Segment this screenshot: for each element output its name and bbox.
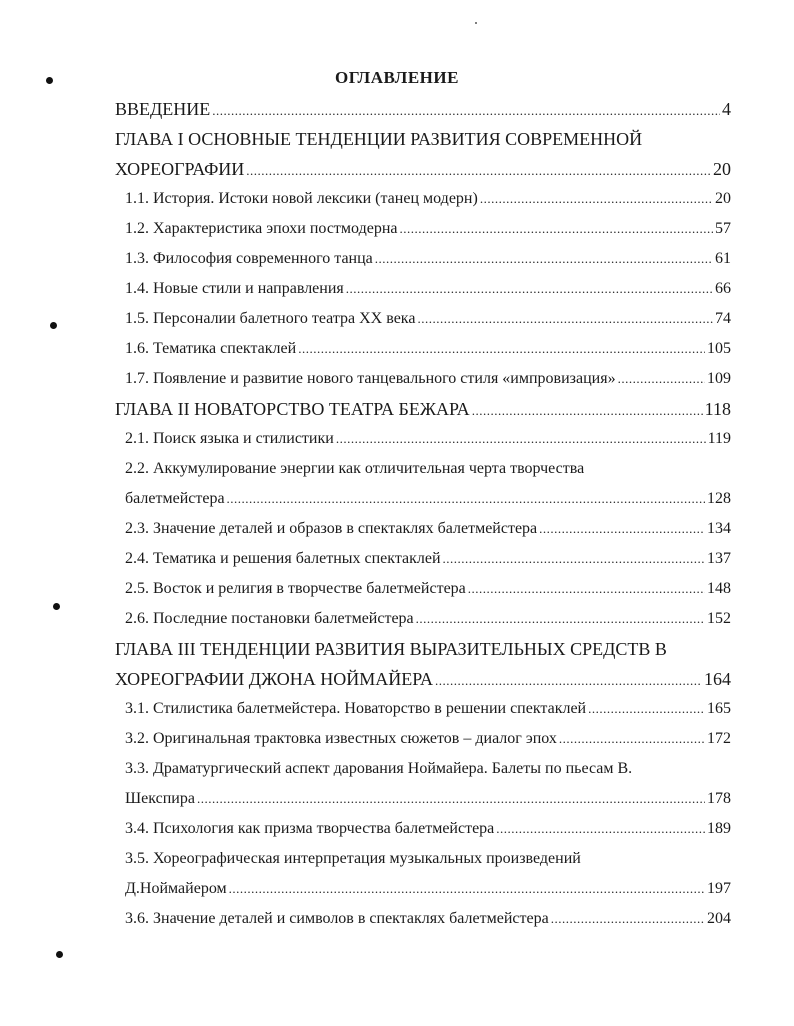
dot-leader	[551, 904, 705, 934]
dot-leader	[346, 274, 713, 304]
toc-page-number: 165	[707, 700, 731, 717]
toc-entry-text: ХОРЕОГРАФИИ	[115, 159, 245, 179]
toc-page-number: 172	[707, 730, 731, 747]
toc-entry	[125, 574, 731, 604]
toc-page-number: 57	[715, 220, 731, 237]
toc-page-number: 118	[704, 399, 731, 419]
toc-entry-text: 1.6. Тематика спектаклей	[125, 340, 297, 357]
toc-entry	[125, 904, 731, 934]
toc-entry	[125, 724, 731, 754]
scan-mark	[55, 950, 65, 960]
toc-entry-text: Д.Ноймайером	[125, 880, 227, 897]
dot-leader	[472, 396, 703, 426]
scan-mark	[52, 602, 62, 612]
toc-entry-text: 3.3. Драматургический аспект дарования Ноймайера. Балеты по пьесам В.	[125, 760, 633, 777]
toc-page-number: 109	[707, 370, 731, 387]
toc-entry-text: 2.3. Значение деталей и образов в спектаклях балетмейстера	[125, 520, 538, 537]
toc-entry-text: ВВЕДЕНИЕ	[115, 99, 211, 119]
toc-page-number: 61	[715, 250, 731, 267]
dot-leader	[480, 184, 713, 214]
dot-leader	[227, 484, 705, 514]
toc-entry-text: 3.5. Хореографическая интерпретация музыкальных произведений	[125, 850, 581, 867]
toc-entry	[125, 694, 731, 724]
toc-entry	[115, 664, 731, 694]
toc-entry-text: 3.1. Стилистика балетмейстера. Новаторство в решении спектаклей	[125, 700, 587, 717]
toc-page-number: 148	[707, 580, 731, 597]
toc-entry-text: 2.2. Аккумулирование энергии как отличительная черта творчества	[125, 460, 585, 477]
dot-leader	[468, 574, 705, 604]
toc-entry-text: 1.7. Появление и развитие нового танцевального стиля «импровизация»	[125, 370, 616, 387]
toc-page-number: 197	[707, 880, 731, 897]
toc-entry-text: 2.6. Последние постановки балетмейстера	[125, 610, 414, 627]
toc-entry	[115, 634, 731, 664]
toc-entry-text: 2.1. Поиск языка и стилистики	[125, 430, 334, 447]
toc-entry-text: ХОРЕОГРАФИИ ДЖОНА НОЙМАЙЕРА	[115, 669, 433, 689]
dot-leader	[618, 364, 705, 394]
toc-page-number: 189	[707, 820, 731, 837]
toc-entry-text: 2.4. Тематика и решения балетных спектаклей	[125, 550, 441, 567]
dot-leader	[212, 96, 720, 126]
toc-entry-text: ГЛАВА I ОСНОВНЫЕ ТЕНДЕНЦИИ РАЗВИТИЯ СОВРЕМЕННОЙ	[115, 129, 643, 149]
toc-entry	[125, 844, 731, 874]
toc-page-number: 74	[715, 310, 731, 327]
toc-page-number: 137	[707, 550, 731, 567]
toc-page-number: 178	[707, 790, 731, 807]
toc-entry-text: балетмейстера	[125, 490, 225, 507]
toc-page-number: 128	[707, 490, 731, 507]
toc-page-number: 66	[715, 280, 731, 297]
toc-entry-text: 1.5. Персоналии балетного театра XX века	[125, 310, 416, 327]
toc-entry-text: 3.2. Оригинальная трактовка известных сюжетов – диалог эпох	[125, 730, 557, 747]
toc-entry-text: 1.3. Философия современного танца	[125, 250, 373, 267]
toc-entry-text: 1.2. Характеристика эпохи постмодерна	[125, 220, 398, 237]
toc-entry	[125, 754, 731, 784]
toc-entry	[125, 454, 731, 484]
dot-leader	[417, 304, 713, 334]
dot-leader	[298, 334, 705, 364]
page-title: ОГЛАВЛЕНИЕ	[335, 68, 459, 87]
toc-entry-text: 3.6. Значение деталей и символов в спектаклях балетмейстера	[125, 910, 549, 927]
toc-entry	[125, 214, 731, 244]
toc-entry	[125, 814, 731, 844]
toc-page-number: 134	[707, 520, 731, 537]
toc-entry	[125, 424, 731, 454]
toc-entry	[125, 274, 731, 304]
toc-entry	[115, 94, 731, 124]
toc-page-number: 164	[704, 669, 731, 689]
toc-entry	[125, 304, 731, 334]
toc-page-number: 119	[707, 430, 731, 447]
toc-entry	[125, 544, 731, 574]
toc-page-number: 152	[707, 610, 731, 627]
dot-leader	[416, 604, 705, 634]
toc-entry	[125, 484, 731, 514]
toc-entry-text: 1.4. Новые стили и направления	[125, 280, 344, 297]
dot-leader	[496, 814, 705, 844]
toc-entry	[125, 784, 731, 814]
dot-leader	[443, 544, 705, 574]
dot-leader	[539, 514, 705, 544]
toc-entry-text: 1.1. История. Истоки новой лексики (танец модерн)	[125, 190, 478, 207]
toc-entry-text: Шекспира	[125, 790, 195, 807]
toc-entry	[125, 874, 731, 904]
toc-entry-text: 3.4. Психология как призма творчества балетмейстера	[125, 820, 495, 837]
toc-entry	[115, 154, 731, 184]
scan-speck	[475, 22, 477, 24]
scan-mark	[49, 321, 59, 331]
toc-entry	[125, 514, 731, 544]
toc-entry	[125, 604, 731, 634]
toc-page-number: 20	[715, 190, 731, 207]
toc-page-number: 105	[707, 340, 731, 357]
toc-entry	[115, 124, 731, 154]
toc-entry	[125, 334, 731, 364]
dot-leader	[375, 244, 713, 274]
dot-leader	[246, 156, 711, 186]
toc-page-number: 204	[707, 910, 731, 927]
dot-leader	[197, 784, 705, 814]
dot-leader	[336, 424, 706, 454]
toc-entry	[115, 394, 731, 424]
toc-page-number: 20	[713, 159, 731, 179]
toc-entry	[125, 364, 731, 394]
dot-leader	[588, 694, 705, 724]
toc-entry-text: ГЛАВА III ТЕНДЕНЦИИ РАЗВИТИЯ ВЫРАЗИТЕЛЬНЫХ СРЕДСТВ В	[115, 639, 667, 659]
toc-entry	[125, 184, 731, 214]
dot-leader	[229, 874, 705, 904]
toc-page-number: 4	[722, 99, 731, 119]
toc-entry-text: 2.5. Восток и религия в творчестве балетмейстера	[125, 580, 466, 597]
dot-leader	[559, 724, 705, 754]
toc-entry-text: ГЛАВА II НОВАТОРСТВО ТЕАТРА БЕЖАРА	[115, 399, 470, 419]
toc-entry	[125, 244, 731, 274]
dot-leader	[435, 666, 702, 696]
dot-leader	[399, 214, 713, 244]
